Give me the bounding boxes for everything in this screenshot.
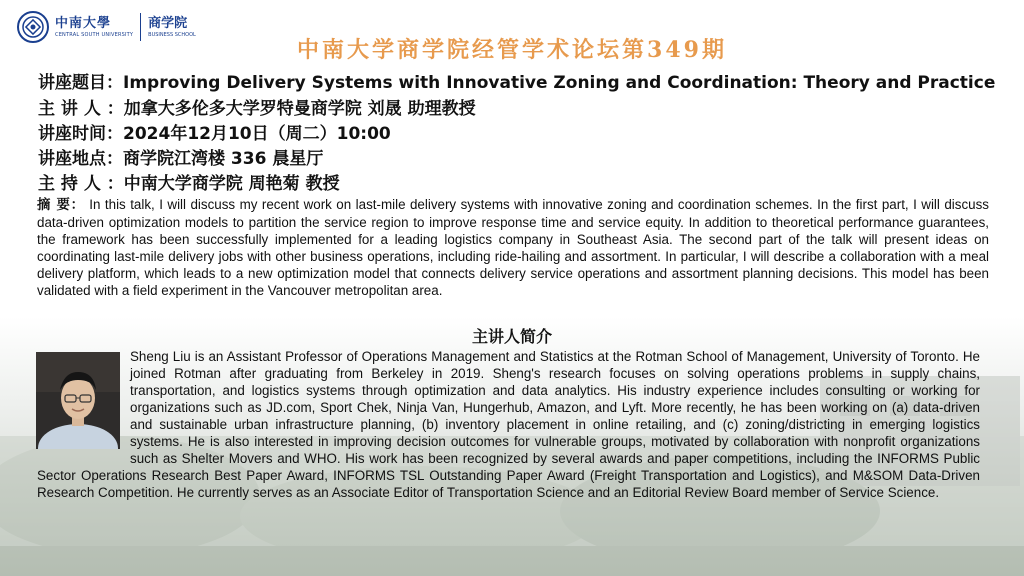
speaker-value: 加拿大多伦多大学罗特曼商学院 刘晟 助理教授 [123,99,476,119]
topic-value: Improving Delivery Systems with Innovative Zoning and Coordination: Theory and Practice [123,73,996,93]
time-value: 2024年12月10日（周二）10:00 [123,124,391,144]
university-name-en: CENTRAL SOUTH UNIVERSITY [55,31,134,38]
place-label: 讲座地点： [38,149,123,169]
school-name-en: BUSINESS SCHOOL [148,31,196,38]
abstract-text: In this talk, I will discuss my recent work on last-mile delivery systems with innovative zoning and coordination schemes. In the first part, I will discuss data-driven optimization models to partition the service region to improve response time and service equity. In addition to theoretical performance guarantees, the framework has been successfully implemented for a leading logistics company in Southeast Asia. The second part of the talk will present ideas on coordinating last-mile delivery jobs with other business operations, including ride-hailing and assortment. In particular, I will describe a collaboration with a meal delivery platform, which leads to a new optimization model that connects delivery service operations and assortment planning decisions. This model has been validated with a field experiment in the Vancouver metropolitan area. [37,197,989,298]
bio-text: Sheng Liu is an Assistant Professor of Operations Management and Statistics at the Rotman School of Management, University of Toronto. He joined Rotman after graduating from Berkeley in 2019. Sheng's research focuses on solving operations problems in supply chains, transportation, and logistics systems through optimization and data analytics. His industry experience includes consulting or working for organizations such as JD.com, Sport Chek, Ninja Van, Hungerhub, Amazon, and Lyft. More recently, he has been working on (a) data-driven and sustainable urban infrastructure planning, (b) inventory placement in online retailing, and (c) zoning/districting in emerging logistics systems. He is also interested in improving decision outcomes for vulnerable groups, motivated by collaboration with nonprofit organizations such as Shelter Movers and WHO. His work has been recognized by several awards and paper competitions, including the INFORMS Public Sector Operations Research Best Paper Award, INFORMS TSL Outstanding Paper Award (Freight Transportation and Logistics), and M&SOM Data-Driven Research Competition. He currently serves as an Associate Editor of Transportation Science and an Editorial Review Board member of Service Science. [37,349,980,500]
abstract-label: 摘 要： [37,198,85,213]
host-value: 中南大学商学院 周艳菊 教授 [123,174,340,194]
forum-title: 中南大学商学院经管学术论坛第349期 [297,37,727,63]
school-name-cn: 商学院 [148,15,188,31]
time-row [38,119,988,144]
speaker-row [38,94,988,119]
abstract-paragraph [37,196,989,299]
place-value: 商学院江湾楼 336 晨星厅 [123,149,324,169]
time-label: 讲座时间： [38,124,123,144]
host-row [38,169,988,194]
topic-label: 讲座题目： [38,73,123,93]
place-row [38,144,988,169]
host-label: 主 持 人 ： [38,174,124,194]
bio-heading: 主讲人简介 [471,327,552,346]
speaker-label: 主 讲 人 ： [38,99,124,119]
bio-paragraph [37,348,980,501]
university-name-cn: 中南大學 [55,15,112,31]
speaker-photo [36,352,120,449]
topic-row [38,68,996,93]
